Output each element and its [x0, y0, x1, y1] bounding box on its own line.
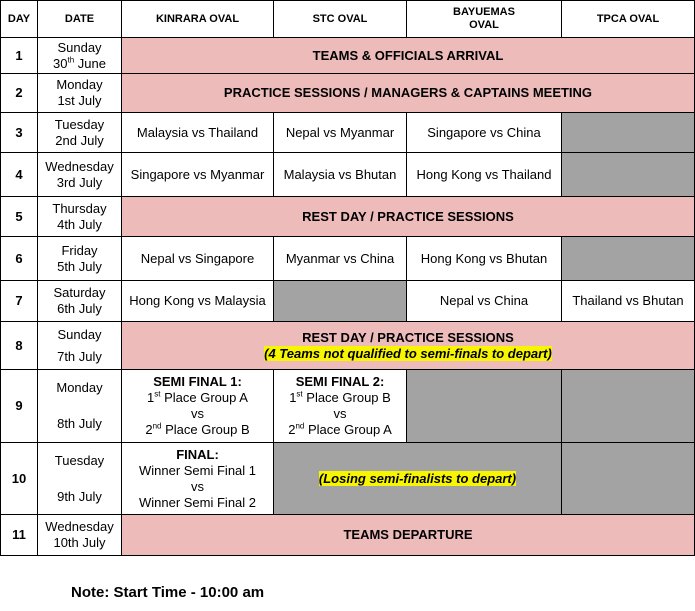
event-cell: REST DAY / PRACTICE SESSIONS [122, 197, 695, 237]
header-bayuemas-line1: BAYUEMAS [453, 6, 515, 18]
match-stc: Malaysia vs Bhutan [274, 153, 407, 197]
date-weekday: Monday [56, 380, 103, 395]
header-kinrara-oval: KINRARA OVAL [122, 1, 274, 38]
date-cell [38, 38, 122, 74]
table-row [1, 38, 695, 74]
match-bayuemas: Hong Kong vs Thailand [407, 153, 562, 197]
date-weekday: Thursday [52, 200, 107, 216]
day-number: 4 [1, 153, 38, 197]
table-row [1, 237, 695, 281]
table-row [1, 515, 695, 556]
event-title: REST DAY / PRACTICE SESSIONS [302, 329, 514, 345]
final-team-a: Winner Semi Final 1 [138, 462, 257, 478]
date-weekday: Tuesday [54, 116, 105, 132]
day-number: 2 [1, 74, 38, 113]
place-number: 1 [289, 390, 297, 405]
event-cell [122, 322, 695, 370]
date-cell [38, 322, 122, 370]
date-number: 30 [53, 55, 68, 71]
match-kinrara: Nepal vs Singapore [122, 237, 274, 281]
start-time-note: Note: Start Time - 10:00 am [71, 584, 265, 601]
day-number: 10 [1, 443, 38, 515]
date-weekday: Wednesday [45, 158, 114, 174]
date-weekday: Saturday [53, 285, 106, 300]
empty-cell [562, 153, 695, 197]
semi-final-1-vs: vs [191, 406, 204, 421]
table-row [1, 113, 695, 153]
semi-final-2-vs: vs [333, 406, 347, 421]
empty-cell [407, 370, 562, 443]
semi-final-2-team-a [274, 390, 406, 406]
semi-final-1-team-b [122, 422, 273, 438]
highlighted-note: (4 Teams not qualified to semi-finals to depart) [264, 345, 552, 361]
table-row [1, 322, 695, 370]
header-bayuemas-oval [407, 1, 562, 38]
place-number: 2 [288, 422, 296, 437]
match-kinrara: Singapore vs Myanmar [122, 153, 274, 197]
place-ordinal: nd [152, 421, 162, 431]
date-cell [38, 281, 122, 322]
day-number: 3 [1, 113, 38, 153]
date-day-month: 2nd July [55, 132, 104, 148]
semi-final-1-title: SEMI FINAL 1: [153, 374, 242, 389]
match-tpca: Thailand vs Bhutan [562, 281, 695, 322]
date-cell [38, 113, 122, 153]
date-cell [38, 74, 122, 113]
header-day: DAY [1, 1, 38, 38]
match-bayuemas: Nepal vs China [407, 281, 562, 322]
place-group: Place Group B [161, 422, 250, 437]
day-number: 5 [1, 197, 38, 237]
final-title: FINAL: [176, 446, 219, 462]
match-stc: Nepal vs Myanmar [274, 113, 407, 153]
date-weekday: Sunday [57, 326, 102, 342]
match-bayuemas: Hong Kong vs Bhutan [407, 237, 562, 281]
day-number: 1 [1, 38, 38, 74]
empty-cell [562, 443, 695, 515]
header-date: DATE [38, 1, 122, 38]
date-cell [38, 370, 122, 443]
date-weekday: Tuesday [54, 452, 105, 468]
empty-cell [562, 370, 695, 443]
place-group: Place Group A [304, 422, 392, 437]
date-day-month: 5th July [57, 258, 102, 274]
date-weekday: Sunday [57, 39, 102, 55]
empty-cell [562, 237, 695, 281]
event-cell: TEAMS & OFFICIALS ARRIVAL [122, 38, 695, 74]
event-cell: PRACTICE SESSIONS / MANAGERS & CAPTAINS MEETING [122, 74, 695, 113]
final-cell [122, 443, 274, 515]
date-weekday: Friday [61, 242, 98, 258]
match-stc: Myanmar vs China [274, 237, 407, 281]
date-ordinal: th [67, 55, 75, 65]
date-day-month: 10th July [53, 535, 106, 550]
semi-final-2-cell [274, 370, 407, 443]
date-cell [38, 153, 122, 197]
header-row [1, 1, 695, 38]
match-kinrara: Hong Kong vs Malaysia [122, 281, 274, 322]
table-row [1, 197, 695, 237]
semi-final-1-team-a [122, 390, 273, 406]
date-day-month: 6th July [57, 301, 102, 316]
date-day-month: 9th July [57, 488, 102, 504]
header-tpca-oval: TPCA OVAL [562, 1, 695, 38]
date-day-month: 3rd July [56, 174, 103, 190]
date-day-month [38, 56, 121, 72]
date-cell [38, 237, 122, 281]
day-number: 9 [1, 370, 38, 443]
date-cell [38, 443, 122, 515]
match-kinrara: Malaysia vs Thailand [122, 113, 274, 153]
day-number: 6 [1, 237, 38, 281]
losing-semi-finalists-cell [274, 443, 562, 515]
match-bayuemas: Singapore vs China [407, 113, 562, 153]
table-row [1, 153, 695, 197]
day-number: 11 [1, 515, 38, 556]
day-number: 8 [1, 322, 38, 370]
header-bayuemas-line2: OVAL [469, 19, 499, 31]
semi-final-2-team-b [274, 422, 406, 438]
day-number: 7 [1, 281, 38, 322]
empty-cell [562, 113, 695, 153]
place-ordinal: st [154, 389, 161, 399]
table-row [1, 443, 695, 515]
table-row [1, 281, 695, 322]
date-weekday: Monday [56, 77, 103, 92]
table-row [1, 74, 695, 113]
place-number: 2 [145, 422, 153, 437]
header-stc-oval: STC OVAL [274, 1, 407, 38]
event-note [122, 346, 694, 362]
highlighted-note: (Losing semi-finalists to depart) [318, 470, 517, 486]
place-ordinal: nd [295, 421, 305, 431]
empty-cell [274, 281, 407, 322]
event-cell: TEAMS DEPARTURE [122, 515, 695, 556]
date-weekday: Wednesday [45, 519, 114, 534]
date-day-month: 8th July [57, 416, 102, 431]
date-day-month: 7th July [57, 348, 102, 364]
date-day-month: 1st July [57, 93, 102, 108]
place-group: Place Group A [160, 390, 248, 405]
final-vs: vs [191, 478, 204, 494]
date-month: June [74, 55, 106, 71]
place-ordinal: st [296, 389, 303, 399]
date-cell [38, 515, 122, 556]
date-day-month: 4th July [57, 216, 102, 232]
place-group: Place Group B [302, 390, 391, 405]
date-cell [38, 197, 122, 237]
place-number: 1 [147, 390, 155, 405]
table-row [1, 370, 695, 443]
semi-final-2-title: SEMI FINAL 2: [295, 374, 385, 389]
final-team-b: Winner Semi Final 2 [138, 494, 257, 510]
semi-final-1-cell [122, 370, 274, 443]
